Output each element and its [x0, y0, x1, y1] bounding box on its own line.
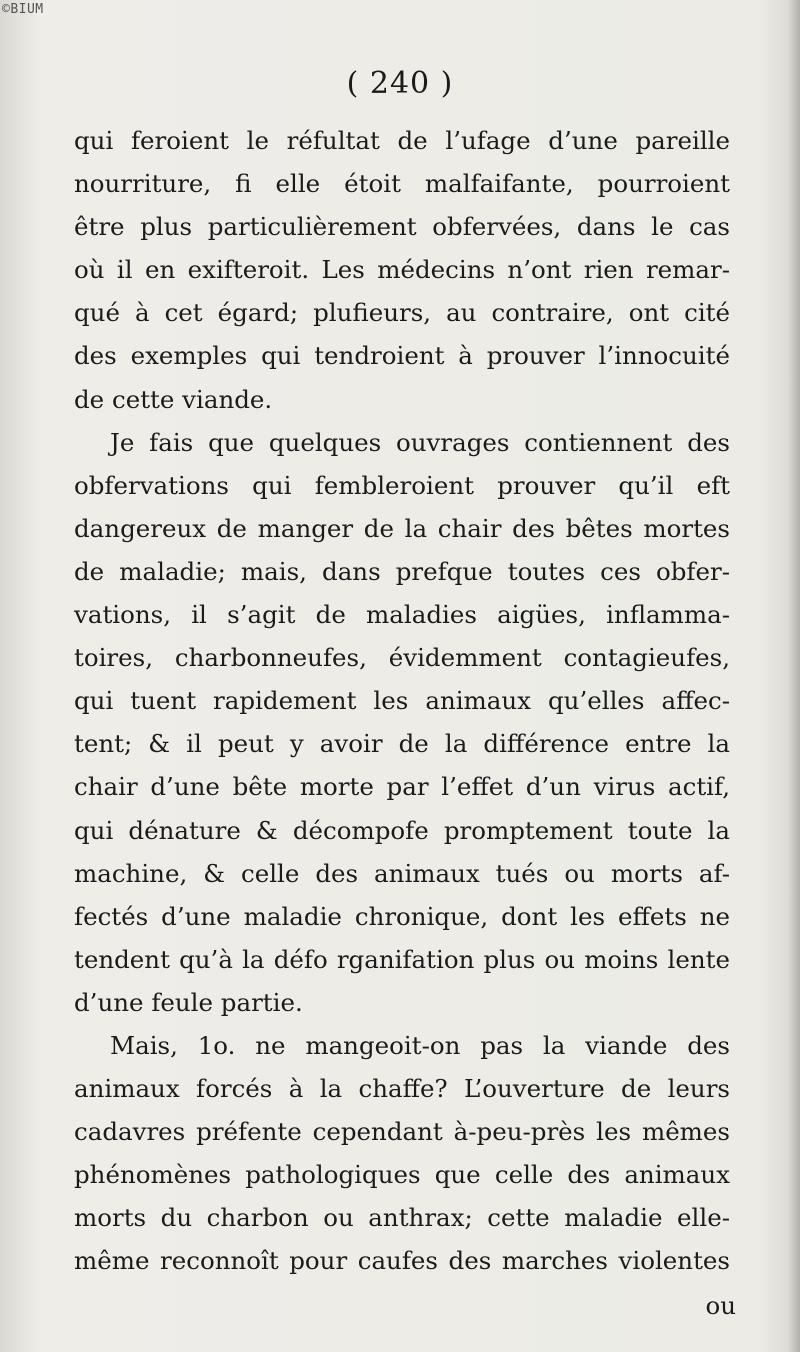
text-line: nourriture, fi elle étoit malfaifante, pourroient [74, 169, 730, 199]
text-line: qué à cet égard; plufieurs, au contraire, ont cité [74, 298, 730, 328]
page-gutter-shadow [788, 0, 800, 1352]
page-number: ( 240 ) [346, 66, 454, 101]
text-line: toires, charbonneufes, évidemment contagieufes, [74, 643, 730, 673]
text-line: animaux forcés à la chaffe? L’ouverture de leurs [74, 1074, 730, 1104]
catchword: ou [705, 1291, 736, 1320]
text-line: qui feroient le réfultat de l’ufage d’une pareille [74, 126, 730, 155]
text-line: cadavres préfente cependant à-peu-près les mêmes [74, 1117, 730, 1147]
text-line: vations, il s’agit de maladies aigües, inflamma- [74, 600, 730, 630]
watermark: ©BIUM [2, 2, 44, 17]
text-line: de cette viande. [74, 384, 273, 414]
text-line: qui dénature & décompofe promptement toute la [74, 815, 730, 845]
text-line: dangereux de manger de la chair des bêtes mortes [74, 513, 730, 543]
body-text [74, 119, 730, 1283]
text-line: machine, & celle des animaux tués ou morts af- [74, 858, 730, 888]
text-line: obfervations qui fembleroient prouver qu’il eft [74, 470, 730, 500]
text-line: être plus particulièrement obfervées, dans le cas [74, 212, 730, 242]
text-line: d’une feule partie. [74, 987, 303, 1017]
text-line: des exemples qui tendroient à prouver l’innocuité [74, 341, 730, 371]
text-line: même reconnoît pour caufes des marches violentes [74, 1246, 730, 1276]
text-line: phénomènes pathologiques que celle des animaux [74, 1160, 730, 1190]
text-line: tent; & il peut y avoir de la différence entre la [74, 729, 730, 759]
text-line: Je fais que quelques ouvrages contiennent des [110, 427, 730, 457]
text-line: qui tuent rapidement les animaux qu’elles affec- [74, 686, 730, 716]
text-line: fectés d’une maladie chronique, dont les effets ne [74, 901, 730, 931]
text-line: Mais, 1o. ne mangeoit-on pas la viande des [110, 1030, 730, 1060]
text-line: morts du charbon ou anthrax; cette maladie elle- [74, 1203, 730, 1233]
text-line: où il en exifteroit. Les médecins n’ont rien remar- [74, 255, 730, 285]
text-line: de maladie; mais, dans prefque toutes ces obfer- [74, 556, 730, 586]
text-line: tendent qu’à la défo rganifation plus ou moins lente [74, 944, 730, 974]
text-line: chair d’une bête morte par l’effet d’un virus actif, [74, 772, 730, 802]
